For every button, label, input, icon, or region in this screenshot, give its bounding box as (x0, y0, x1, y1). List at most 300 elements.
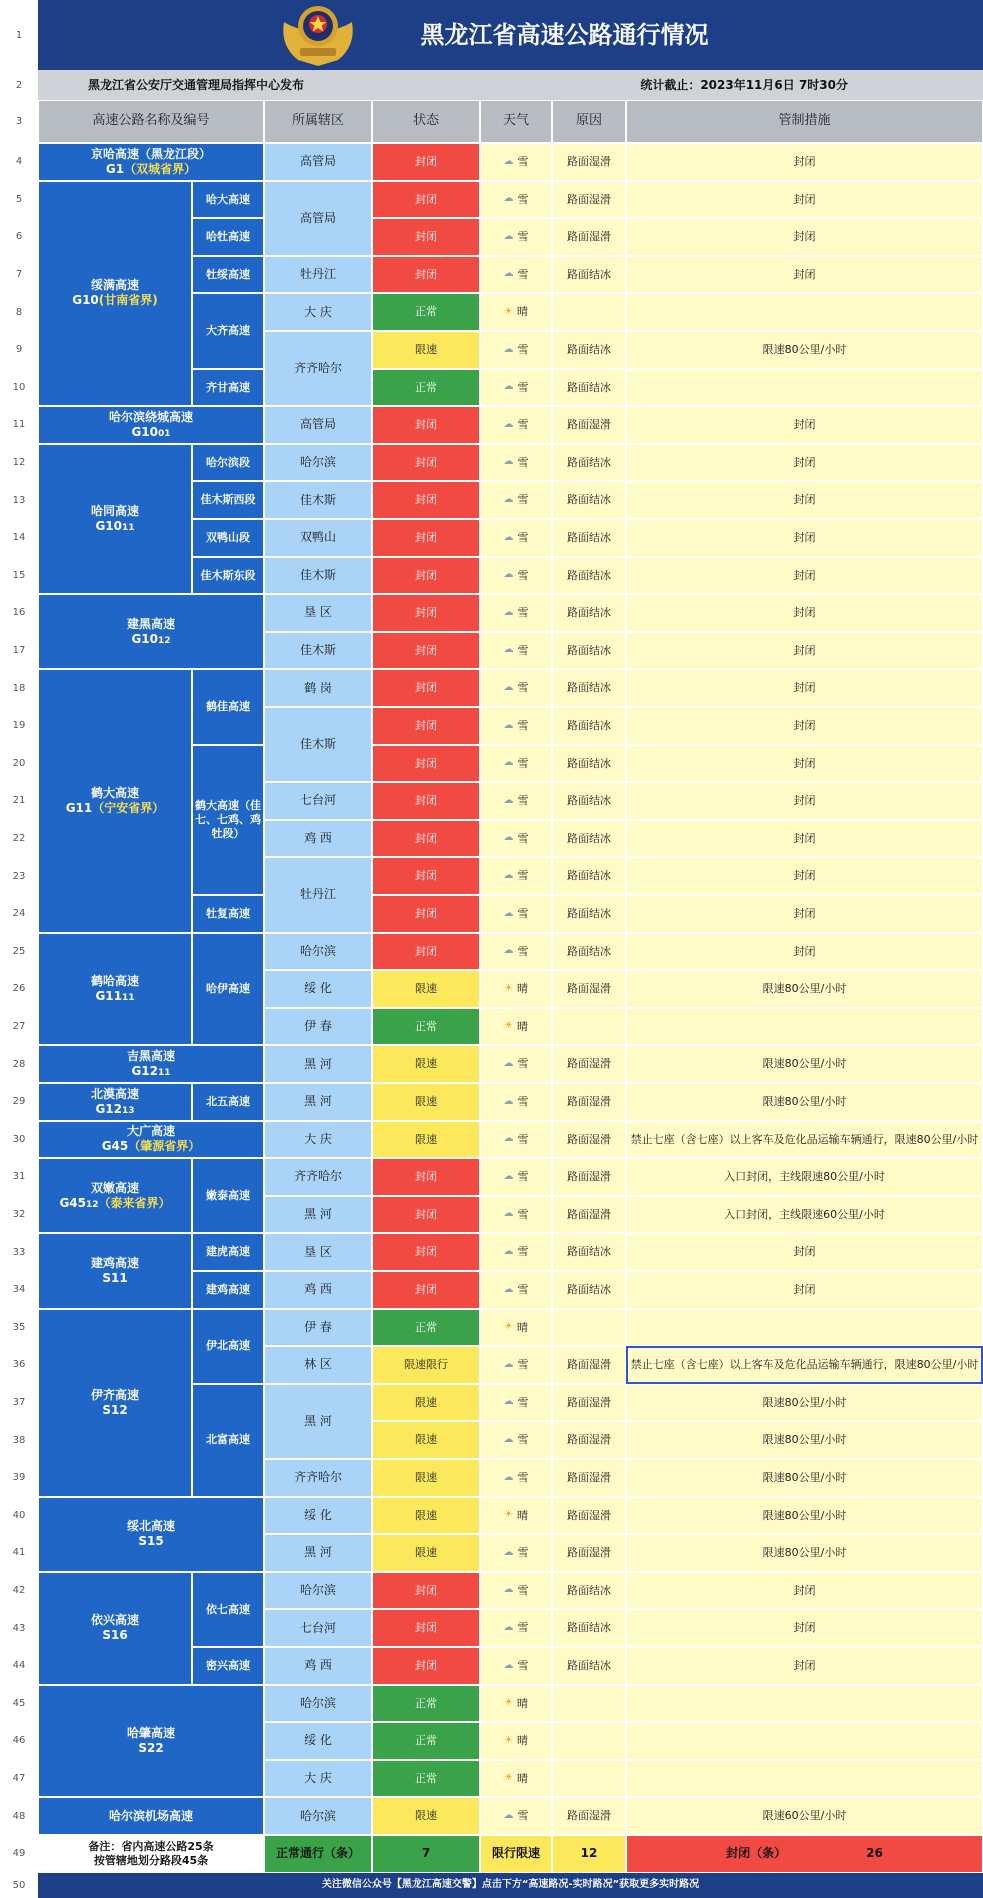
jurisdiction (264, 1083, 372, 1121)
highway-title: 鹤哈高速 (90, 973, 139, 988)
limit-count (552, 1835, 626, 1873)
column-header (552, 100, 626, 143)
status-badge-text: 正常 (415, 1320, 437, 1334)
measure-cell (626, 331, 983, 369)
reason-cell-text: 路面湿滑 (567, 1358, 611, 1372)
weather-cell (480, 1685, 552, 1723)
weather-text: 晴 (516, 1508, 528, 1522)
stats-time (480, 70, 983, 100)
measure-cell-text: 封闭 (793, 1245, 816, 1259)
weather-text: 晴 (516, 1696, 528, 1710)
reason-cell (552, 369, 626, 407)
status-badge (372, 707, 480, 745)
measure-cell (626, 557, 983, 595)
highway-code-suffix: 11 (122, 522, 135, 533)
row-number: 33 (0, 1233, 38, 1271)
reason-cell-text: 路面结冰 (567, 869, 611, 883)
reason-cell (552, 1534, 626, 1572)
measure-cell (626, 1572, 983, 1610)
highway-title: 哈尔滨绕城高速 (108, 409, 193, 424)
weather-cell (480, 1797, 552, 1835)
highway-title: 京哈高速（黑龙江段） (90, 146, 211, 161)
measure-cell (626, 895, 983, 933)
status-badge-text: 封闭 (415, 756, 437, 770)
status-badge-text: 封闭 (415, 869, 437, 883)
measure-cell (626, 1083, 983, 1121)
weather-cell (480, 181, 552, 219)
weather-text: 雪 (517, 230, 529, 244)
status-badge-text: 封闭 (415, 154, 437, 168)
highway-code: G1213 (95, 1101, 135, 1116)
status-badge (372, 895, 480, 933)
reason-cell (552, 1309, 626, 1347)
status-badge (372, 1797, 480, 1835)
row-number: 25 (0, 933, 38, 971)
reason-cell-text: 路面结冰 (567, 568, 611, 582)
measure-cell (626, 406, 983, 444)
measure-cell (626, 444, 983, 482)
normal-count (372, 1835, 480, 1873)
highway-code: G1001 (131, 424, 171, 439)
section-name-text: 佳木斯西段 (200, 493, 256, 507)
reason-cell (552, 857, 626, 895)
row-number: 9 (0, 331, 38, 369)
summary-note-line: 按管辖地划分路段45条 (93, 1853, 209, 1867)
measure-cell-text: 封闭 (793, 230, 816, 244)
highway-code: S16 (102, 1628, 128, 1643)
status-badge-text: 限速 (415, 1546, 437, 1560)
weather-text: 雪 (517, 606, 529, 620)
status-badge (372, 519, 480, 557)
row-number: 35 (0, 1309, 38, 1347)
measure-cell-text: 封闭 (793, 869, 816, 883)
status-badge (372, 1685, 480, 1723)
reason-cell (552, 256, 626, 294)
weather-text: 雪 (517, 418, 529, 432)
jurisdiction-text: 黑 河 (304, 1413, 332, 1428)
row-number: 12 (0, 444, 38, 482)
highway-code-suffix: 12 (86, 1199, 99, 1210)
section-name (192, 481, 264, 519)
snow-cloud-icon: ☁ (503, 907, 514, 919)
snow-cloud-icon: ☁ (503, 1133, 514, 1145)
status-badge-text: 限速 (415, 1094, 437, 1108)
jurisdiction (264, 444, 372, 482)
highway-code-suffix: 01 (158, 428, 171, 439)
jurisdiction (264, 1572, 372, 1610)
reason-cell-text: 路面湿滑 (567, 418, 611, 432)
jurisdiction (264, 669, 372, 707)
section-name (192, 1233, 264, 1271)
publisher-text-text: 黑龙江省公安厅交通管理局指挥中心发布 (88, 77, 305, 92)
jurisdiction-text: 大 庆 (304, 1131, 332, 1146)
weather-cell (480, 707, 552, 745)
status-badge-text: 封闭 (415, 455, 437, 469)
snow-cloud-icon: ☁ (503, 1095, 514, 1107)
section-name-text: 牡复高速 (206, 906, 250, 920)
status-badge (372, 1158, 480, 1196)
jurisdiction (264, 820, 372, 858)
snow-cloud-icon: ☁ (503, 1358, 514, 1370)
highway-code: G1011 (95, 518, 135, 533)
footer-notice (38, 1873, 983, 1898)
highway-title: 伊齐高速 (90, 1387, 139, 1402)
jurisdiction (264, 481, 372, 519)
measure-cell (626, 481, 983, 519)
status-badge (372, 1346, 480, 1384)
reason-cell-text: 路面结冰 (567, 606, 611, 620)
reason-cell-text: 路面湿滑 (567, 1470, 611, 1484)
measure-cell (626, 181, 983, 219)
weather-text: 雪 (517, 869, 529, 883)
reason-cell-text: 路面湿滑 (567, 982, 611, 996)
status-badge-text: 正常 (415, 1771, 437, 1785)
highway-name (38, 1572, 192, 1685)
status-badge (372, 933, 480, 971)
row-number: 43 (0, 1609, 38, 1647)
row-number: 10 (0, 369, 38, 407)
weather-text: 雪 (517, 906, 529, 920)
reason-cell (552, 331, 626, 369)
footer-notice-text: 关注微信公众号【黑龙江高速交警】点击下方“高速路况-实时路况”获取更多实时路况 (321, 1879, 700, 1891)
weather-text: 雪 (517, 1433, 529, 1447)
reason-cell-text: 路面结冰 (567, 380, 611, 394)
status-badge (372, 293, 480, 331)
section-name-text: 北五高速 (206, 1094, 250, 1108)
reason-cell (552, 1346, 626, 1384)
snow-cloud-icon: ☁ (503, 1208, 514, 1220)
measure-cell-text: 限速80公里/小时 (762, 1057, 847, 1071)
status-badge-text: 限速 (415, 982, 437, 996)
snow-cloud-icon: ☁ (503, 418, 514, 430)
snow-cloud-icon: ☁ (503, 230, 514, 242)
reason-cell (552, 933, 626, 971)
weather-text: 晴 (516, 1771, 528, 1785)
measure-cell (626, 594, 983, 632)
jurisdiction (264, 1121, 372, 1159)
section-name-text: 建鸡高速 (206, 1282, 250, 1296)
weather-text: 雪 (517, 1245, 529, 1259)
weather-text: 雪 (517, 944, 529, 958)
weather-text: 雪 (517, 568, 529, 582)
weather-cell (480, 970, 552, 1008)
jurisdiction (264, 1158, 372, 1196)
measure-cell-text: 限速80公里/小时 (762, 982, 847, 996)
snow-cloud-icon: ☁ (503, 1057, 514, 1069)
weather-cell (480, 1083, 552, 1121)
row-number: 30 (0, 1121, 38, 1159)
weather-text: 雪 (517, 1207, 529, 1221)
status-badge-text: 封闭 (415, 831, 437, 845)
reason-cell (552, 707, 626, 745)
sun-icon: ☀ (504, 1020, 513, 1032)
jurisdiction-text: 齐齐哈尔 (293, 1470, 342, 1485)
highway-title: 大广高速 (126, 1124, 175, 1139)
reason-cell (552, 669, 626, 707)
reason-cell-text: 路面结冰 (567, 794, 611, 808)
measure-cell-text: 入口封闭，主线限速80公里/小时 (724, 1170, 885, 1184)
highway-code: S15 (138, 1534, 164, 1549)
jurisdiction (264, 1760, 372, 1798)
jurisdiction-text: 鹤 岗 (304, 680, 332, 695)
status-badge (372, 1722, 480, 1760)
status-badge-text: 封闭 (415, 418, 437, 432)
highway-title: 绥满高速 (90, 278, 139, 293)
status-badge-text: 封闭 (415, 267, 437, 281)
status-badge-text: 封闭 (415, 1207, 437, 1221)
row-number: 39 (0, 1459, 38, 1497)
jurisdiction-text: 大 庆 (304, 304, 332, 319)
measure-cell-text: 封闭 (793, 192, 816, 206)
column-header-text: 管制措施 (778, 113, 831, 129)
measure-cell (626, 1233, 983, 1271)
jurisdiction (264, 1045, 372, 1083)
jurisdiction (264, 1722, 372, 1760)
jurisdiction-text: 伊 春 (304, 1019, 332, 1034)
reason-cell (552, 745, 626, 783)
row-number: 23 (0, 857, 38, 895)
weather-text: 雪 (517, 1658, 529, 1672)
reason-cell-text: 路面结冰 (567, 1658, 611, 1672)
row-number: 40 (0, 1497, 38, 1535)
section-name-text: 哈尔滨段 (206, 455, 250, 469)
jurisdiction-text: 垦 区 (304, 605, 332, 620)
snow-cloud-icon: ☁ (503, 945, 514, 957)
highway-name (38, 1233, 192, 1308)
reason-cell (552, 632, 626, 670)
highway-name (38, 1797, 264, 1835)
status-badge (372, 1609, 480, 1647)
status-badge-text: 限速 (415, 1470, 437, 1484)
jurisdiction-text: 佳木斯 (299, 643, 336, 658)
status-badge (372, 1384, 480, 1422)
jurisdiction-text: 大 庆 (304, 1771, 332, 1786)
reason-cell-text: 路面结冰 (567, 455, 611, 469)
section-name-text: 哈牡高速 (206, 230, 250, 244)
status-badge-text: 封闭 (415, 230, 437, 244)
jurisdiction-text: 林 区 (304, 1357, 332, 1372)
status-badge-text: 限速 (415, 1057, 437, 1071)
row-number: 15 (0, 557, 38, 595)
weather-text: 晴 (516, 1019, 528, 1033)
weather-cell (480, 1121, 552, 1159)
sun-icon: ☀ (504, 1772, 513, 1784)
jurisdiction-text: 垦 区 (304, 1244, 332, 1259)
weather-cell (480, 406, 552, 444)
highway-name (38, 1309, 192, 1497)
jurisdiction-text: 七台河 (299, 793, 336, 808)
row-number: 29 (0, 1083, 38, 1121)
page-title-text: 黑龙江省高速公路通行情况 (420, 21, 709, 49)
highway-name (38, 1685, 264, 1798)
reason-cell (552, 1760, 626, 1798)
status-badge-text: 封闭 (415, 1245, 437, 1259)
reason-cell-text: 路面湿滑 (567, 1433, 611, 1447)
snow-cloud-icon: ☁ (503, 1170, 514, 1182)
status-badge (372, 1083, 480, 1121)
weather-cell (480, 933, 552, 971)
jurisdiction (264, 1196, 372, 1234)
snow-cloud-icon: ☁ (503, 1546, 514, 1558)
status-badge-text: 正常 (415, 1696, 437, 1710)
highway-code: G1012 (131, 631, 171, 646)
jurisdiction-text: 佳木斯 (299, 737, 336, 752)
jurisdiction-text: 高管局 (299, 154, 336, 169)
measure-cell (626, 293, 983, 331)
reason-cell (552, 1083, 626, 1121)
section-name (192, 1647, 264, 1685)
reason-cell-text: 路面结冰 (567, 718, 611, 732)
section-name-text: 大齐高速 (206, 324, 250, 338)
section-name (192, 444, 264, 482)
weather-text: 雪 (517, 1358, 529, 1372)
row-number: 27 (0, 1008, 38, 1046)
row-number: 16 (0, 594, 38, 632)
row-number: 4 (0, 143, 38, 181)
weather-text: 雪 (517, 493, 529, 507)
reason-cell-text: 路面湿滑 (567, 1057, 611, 1071)
reason-cell (552, 782, 626, 820)
measure-cell-text: 封闭 (793, 1282, 816, 1296)
highway-code: S12 (102, 1402, 128, 1417)
weather-text: 雪 (517, 1546, 529, 1560)
jurisdiction-text: 伊 春 (304, 1319, 332, 1334)
measure-cell-text: 限速80公里/小时 (762, 1546, 847, 1560)
reason-cell (552, 1722, 626, 1760)
reason-cell (552, 1271, 626, 1309)
jurisdiction-text: 七台河 (299, 1620, 336, 1635)
section-name-text: 哈大高速 (206, 192, 250, 206)
jurisdiction (264, 181, 372, 256)
weather-text: 雪 (517, 342, 529, 356)
section-name-text: 鹤大高速（佳七、七鸡、鸡牡段） (195, 799, 261, 840)
measure-cell (626, 782, 983, 820)
jurisdiction-text: 黑 河 (304, 1545, 332, 1560)
jurisdiction-text: 鸡 西 (304, 1282, 332, 1297)
jurisdiction-text: 牡丹江 (299, 267, 336, 282)
reason-cell (552, 557, 626, 595)
status-badge (372, 1421, 480, 1459)
row-number: 20 (0, 745, 38, 783)
highway-title: 双嫩高速 (90, 1180, 139, 1195)
section-name (192, 1083, 264, 1121)
section-name-text: 北富高速 (206, 1433, 250, 1447)
row-number: 34 (0, 1271, 38, 1309)
jurisdiction-text: 佳木斯 (299, 567, 336, 582)
reason-cell (552, 1121, 626, 1159)
status-badge (372, 1196, 480, 1234)
reason-cell-text: 路面结冰 (567, 643, 611, 657)
measure-cell-text: 封闭 (793, 1621, 816, 1635)
jurisdiction-text: 哈尔滨 (299, 1583, 336, 1598)
measure-cell-text: 封闭 (793, 568, 816, 582)
reason-cell (552, 519, 626, 557)
reason-cell-text: 路面湿滑 (567, 154, 611, 168)
highway-title: 哈同高速 (90, 503, 139, 518)
measure-cell-text: 禁止七座（含七座）以上客车及危化品运输车辆通行，限速80公里/小时 (630, 1132, 979, 1146)
jurisdiction (264, 557, 372, 595)
normal-count-label (264, 1835, 372, 1873)
column-header-text: 所属辖区 (291, 113, 344, 129)
status-badge-text: 封闭 (415, 493, 437, 507)
snow-cloud-icon: ☁ (503, 644, 514, 656)
reason-cell-text: 路面结冰 (567, 1583, 611, 1597)
highway-boundary-note: （双城省界） (124, 161, 197, 176)
status-badge-text: 封闭 (415, 681, 437, 695)
weather-cell (480, 1572, 552, 1610)
reason-cell-text: 路面结冰 (567, 756, 611, 770)
measure-cell-text: 封闭 (793, 1658, 816, 1672)
measure-cell-text: 限速80公里/小时 (762, 342, 847, 356)
highway-boundary-note: （宁安省界） (92, 800, 165, 815)
reason-cell (552, 444, 626, 482)
section-name (192, 1572, 264, 1647)
weather-text: 雪 (517, 1621, 529, 1635)
measure-cell (626, 1421, 983, 1459)
measure-cell (626, 970, 983, 1008)
weather-cell (480, 1346, 552, 1384)
highway-name (38, 181, 192, 407)
weather-cell (480, 481, 552, 519)
reason-cell (552, 820, 626, 858)
jurisdiction (264, 1271, 372, 1309)
limit-count-label (480, 1835, 552, 1873)
measure-cell (626, 745, 983, 783)
snow-cloud-icon: ☁ (503, 456, 514, 468)
reason-cell (552, 1384, 626, 1422)
jurisdiction-text: 鸡 西 (304, 831, 332, 846)
jurisdiction (264, 1685, 372, 1723)
weather-cell (480, 1271, 552, 1309)
highway-title: 鹤大高速 (90, 785, 139, 800)
snow-cloud-icon: ☁ (503, 1659, 514, 1671)
jurisdiction-text: 黑 河 (304, 1056, 332, 1071)
reason-cell-text: 路面结冰 (567, 493, 611, 507)
measure-cell-text: 封闭 (793, 154, 816, 168)
row-number: 6 (0, 218, 38, 256)
weather-cell (480, 1158, 552, 1196)
jurisdiction (264, 1384, 372, 1459)
section-name-text: 鹤佳高速 (206, 700, 250, 714)
highway-name (38, 444, 192, 594)
section-name (192, 1384, 264, 1497)
status-badge-text: 正常 (415, 305, 437, 319)
row-number: 5 (0, 181, 38, 219)
section-name (192, 519, 264, 557)
reason-cell-text: 路面结冰 (567, 906, 611, 920)
weather-cell (480, 1647, 552, 1685)
measure-cell-text: 封闭 (793, 530, 816, 544)
weather-cell (480, 1760, 552, 1798)
weather-text: 雪 (517, 794, 529, 808)
status-badge (372, 820, 480, 858)
jurisdiction (264, 1534, 372, 1572)
row-number: 24 (0, 895, 38, 933)
measure-cell (626, 707, 983, 745)
reason-cell (552, 895, 626, 933)
section-name-text: 双鸭山段 (206, 530, 250, 544)
jurisdiction (264, 1459, 372, 1497)
snow-cloud-icon: ☁ (503, 606, 514, 618)
row-number: 32 (0, 1196, 38, 1234)
weather-cell (480, 1459, 552, 1497)
highway-code-suffix: 13 (122, 1105, 135, 1116)
weather-cell (480, 369, 552, 407)
measure-cell (626, 820, 983, 858)
status-badge (372, 369, 480, 407)
highway-name (38, 1497, 264, 1572)
highway-title: 北漠高速 (90, 1086, 139, 1101)
